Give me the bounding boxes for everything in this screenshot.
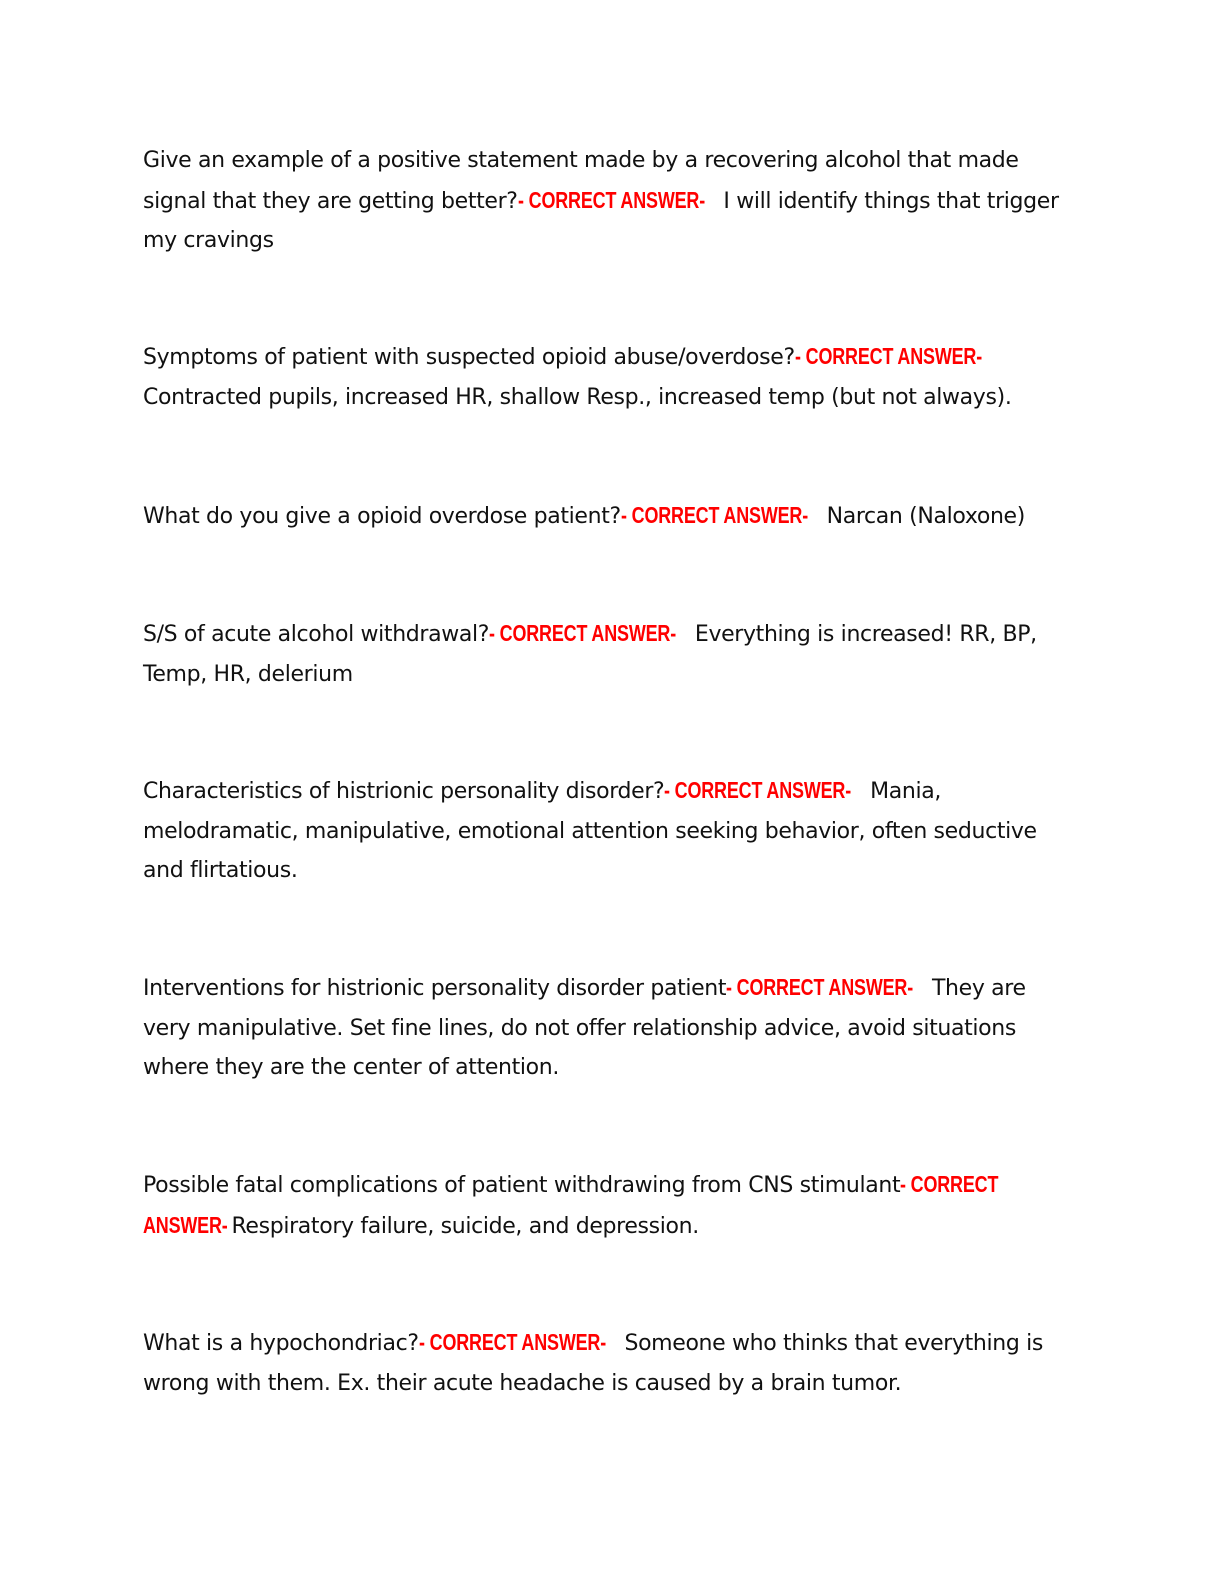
answer-text: Everything is increased! RR, BP, Temp, HR, delerium [143,622,1037,687]
answer-text: Respiratory failure, suicide, and depression. [231,1213,699,1239]
correct-answer-marker-part2: ANSWER- [143,1211,228,1238]
answer-text: Narcan (Naloxone) [826,504,1025,529]
qa-item [143,1323,1073,1403]
correct-answer-marker: - CORRECT ANSWER- [726,974,914,1000]
correct-answer-marker: - CORRECT ANSWER- [418,1329,606,1355]
question-text: Symptoms of patient with suspected opioid abuse/overdose? [143,345,795,370]
correct-answer-marker: - CORRECT ANSWER- [489,620,677,646]
qa-item [143,614,1073,694]
question-text: S/S of acute alcohol withdrawal? [143,622,490,647]
qa-item [143,771,1073,891]
answer-text: I will identify things that trigger my cravings [143,188,1059,253]
qa-item [143,496,1073,537]
qa-item [143,1165,1073,1246]
question-text: What do you give a opioid overdose patient? [143,504,621,529]
question-text: Characteristics of histrionic personality disorder? [143,779,665,804]
qa-item [143,337,1073,417]
correct-answer-marker: - CORRECT ANSWER- [664,777,852,803]
question-text: Interventions for histrionic personality disorder patient [143,976,727,1001]
answer-text: They are very manipulative. Set fine lines, do not offer relationship advice, avoid situations where they are the center of attention. [143,976,1026,1080]
correct-answer-marker: - CORRECT ANSWER- [517,186,705,213]
correct-answer-marker: - CORRECT ANSWER- [794,343,982,369]
answer-text: Mania, melodramatic, manipulative, emotional attention seeking behavior, often seductive and flirtatious. [143,779,1037,883]
qa-item [143,968,1073,1088]
answer-text: Someone who thinks that everything is wrong with them. Ex. their acute headache is caused by a brain tumor. [143,1331,1044,1396]
correct-answer-marker: - CORRECT ANSWER- [620,502,808,528]
question-text: Possible fatal complications of patient withdrawing from CNS stimulant [143,1173,901,1198]
qa-item [143,141,1073,261]
question-text: What is a hypochondriac? [143,1331,419,1356]
answer-text: Contracted pupils, increased HR, shallow Resp., increased temp (but not always). [143,384,1012,410]
correct-answer-marker-part1: - CORRECT [900,1171,999,1197]
question-text: Give an example of a positive statement made by a recovering alcohol that made signal that they are getting better? [143,148,1019,214]
